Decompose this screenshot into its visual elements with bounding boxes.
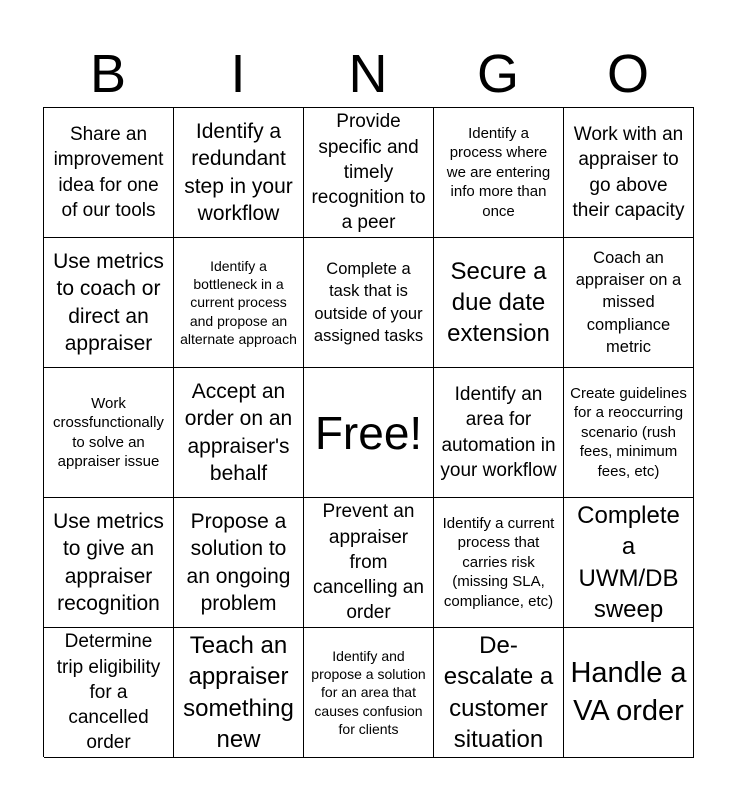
bingo-cell[interactable]: Identify a process where we are entering info more than once xyxy=(434,108,564,238)
bingo-cell[interactable]: Share an improvement idea for one of our tools xyxy=(44,108,174,238)
bingo-cell[interactable]: Identify an area for automation in your workflow xyxy=(434,368,564,498)
bingo-cell[interactable]: Identify a current process that carries risk (missing SLA, compliance, etc) xyxy=(434,498,564,628)
header-letter-g: G xyxy=(476,44,519,104)
bingo-cell[interactable]: Coach an appraiser on a missed compliance metric xyxy=(564,238,694,368)
bingo-cell[interactable]: Determine trip eligibility for a cancelled order xyxy=(44,628,174,758)
bingo-cell[interactable]: Propose a solution to an ongoing problem xyxy=(174,498,304,628)
bingo-cell[interactable]: Prevent an appraiser from cancelling an order xyxy=(304,498,434,628)
header-letter-n: N xyxy=(348,44,388,104)
header-letter-b: B xyxy=(89,44,127,104)
bingo-board xyxy=(43,107,694,757)
bingo-cell[interactable]: Complete a task that is outside of your assigned tasks xyxy=(304,238,434,368)
bingo-cell[interactable]: Secure a due date extension xyxy=(434,238,564,368)
bingo-header xyxy=(43,40,693,108)
bingo-cell[interactable]: Create guidelines for a reoccurring scenario (rush fees, minimum fees, etc) xyxy=(564,368,694,498)
bingo-cell[interactable]: Work crossfunctionally to solve an appraiser issue xyxy=(44,368,174,498)
bingo-cell[interactable]: De-escalate a customer situation xyxy=(434,628,564,758)
header-letter-i: I xyxy=(230,44,246,104)
bingo-cell[interactable]: Teach an appraiser something new xyxy=(174,628,304,758)
bingo-cell[interactable]: Identify a redundant step in your workflow xyxy=(174,108,304,238)
bingo-cell[interactable]: Provide specific and timely recognition to a peer xyxy=(304,108,434,238)
bingo-cell[interactable]: Accept an order on an appraiser's behalf xyxy=(174,368,304,498)
bingo-cell[interactable]: Use metrics to coach or direct an appraiser xyxy=(44,238,174,368)
bingo-cell[interactable]: Handle a VA order xyxy=(564,628,694,758)
bingo-cell[interactable]: Identify a bottleneck in a current process and propose an alternate approach xyxy=(174,238,304,368)
bingo-cell[interactable]: Identify and propose a solution for an area that causes confusion for clients xyxy=(304,628,434,758)
bingo-cell[interactable]: Work with an appraiser to go above their capacity xyxy=(564,108,694,238)
header-letter-o: O xyxy=(606,44,649,104)
bingo-cell[interactable]: Complete a UWM/DB sweep xyxy=(564,498,694,628)
free-space-cell[interactable]: Free! xyxy=(304,368,434,498)
bingo-cell[interactable]: Use metrics to give an appraiser recognition xyxy=(44,498,174,628)
